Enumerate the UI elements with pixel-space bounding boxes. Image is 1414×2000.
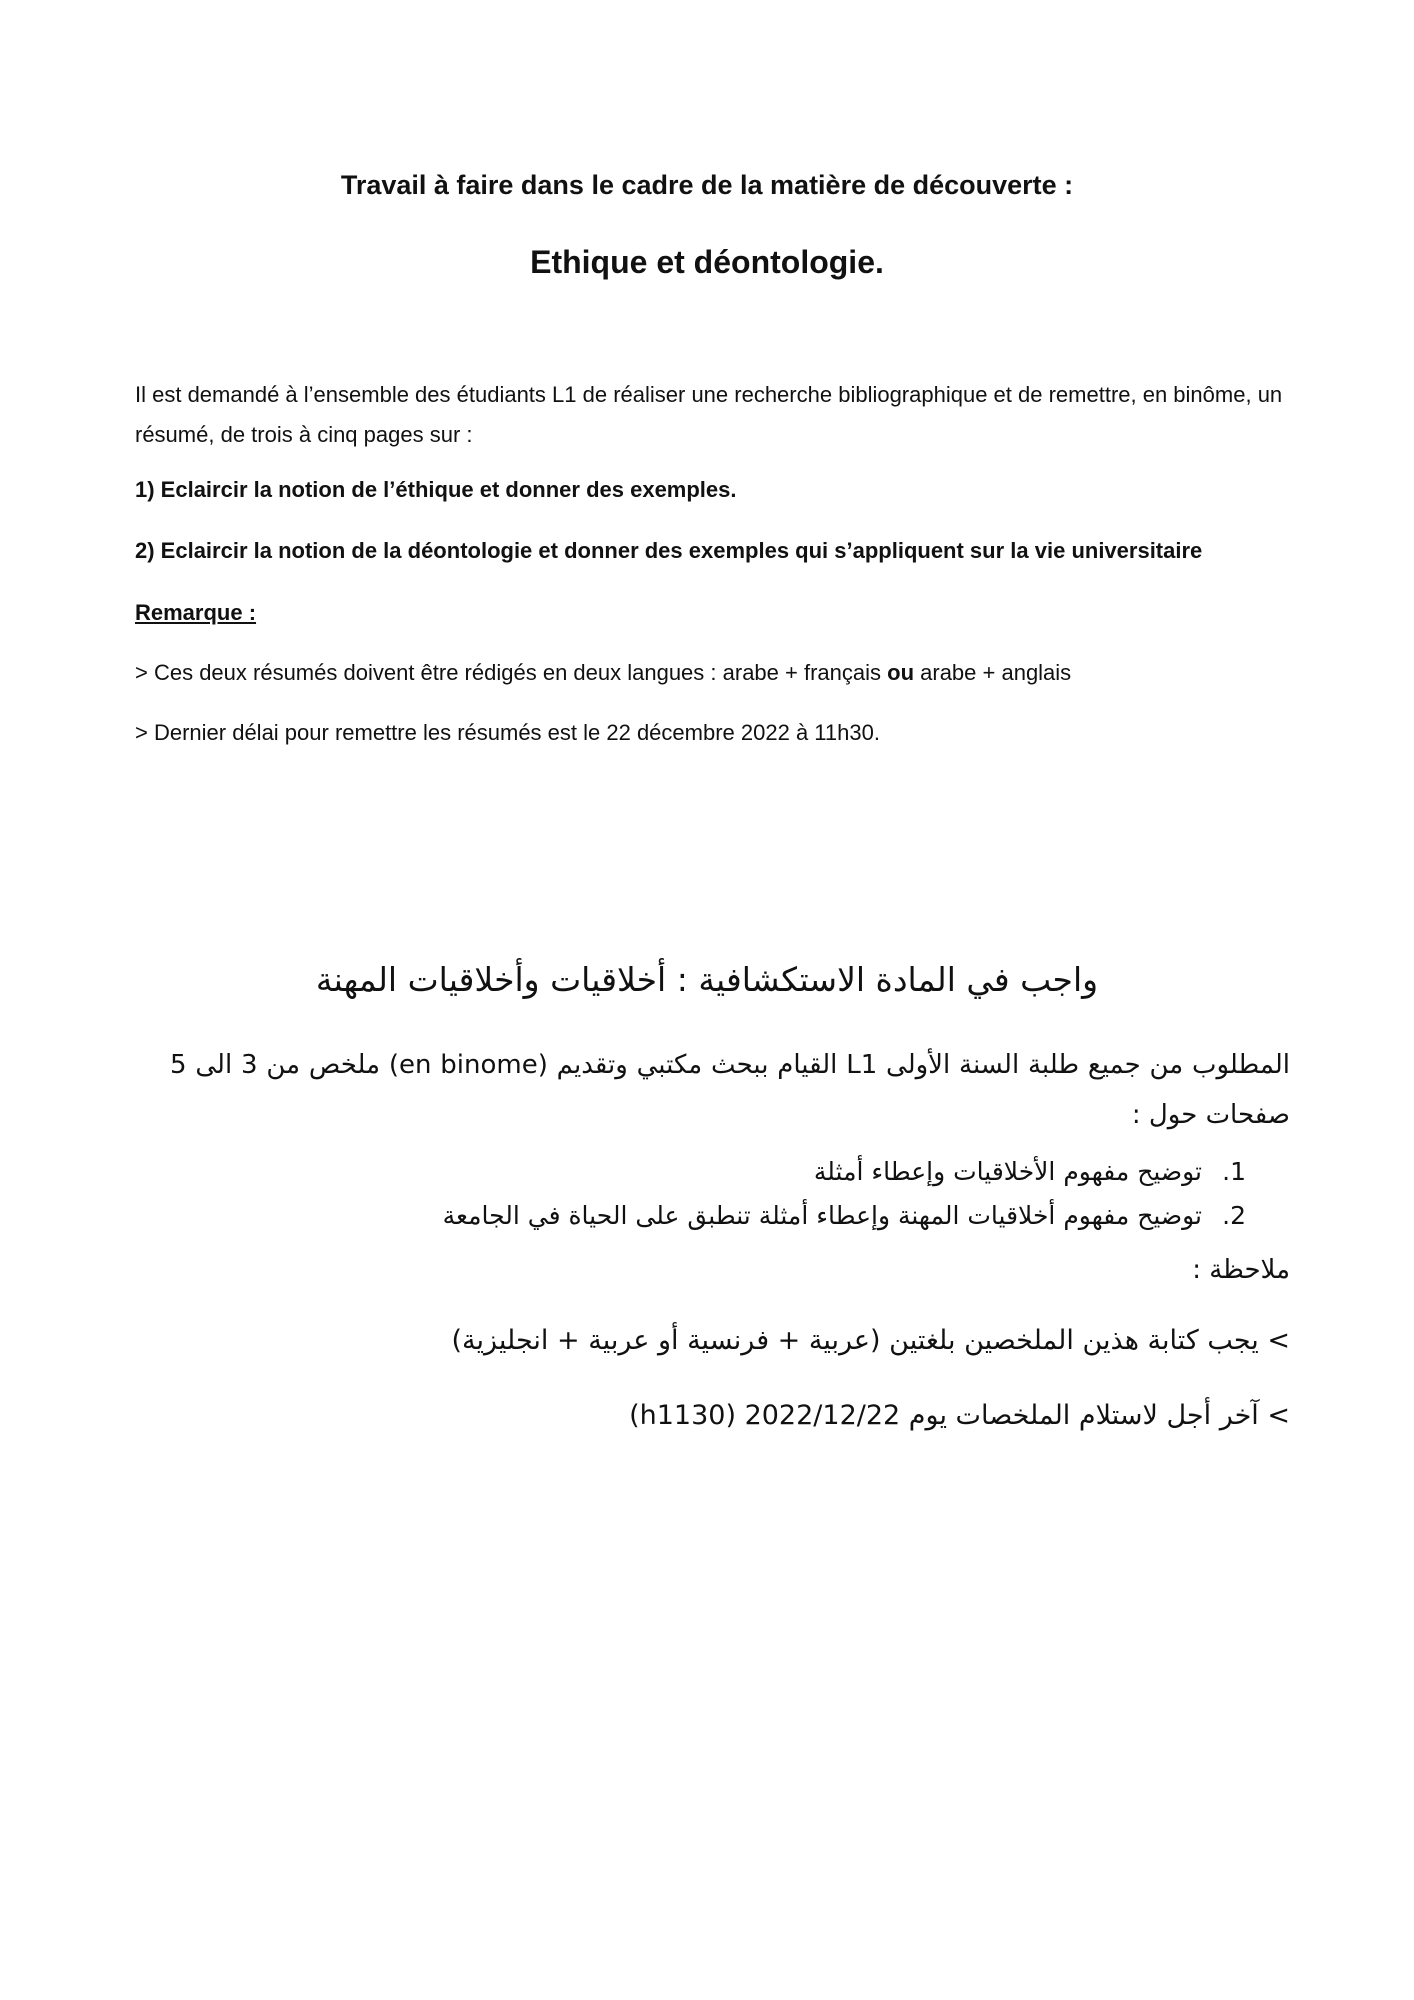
french-note-1 xyxy=(135,653,1285,693)
arabic-note-2: > آخر أجل لاستلام الملخصات يوم 2022/12/22 (h1130) xyxy=(629,1400,1290,1431)
french-remark-label: Remarque : xyxy=(135,600,257,625)
french-title-line2: Ethique et déontologie. xyxy=(530,244,884,280)
arabic-note-1: > يجب كتابة هذين الملخصين بلغتين (عربية + فرنسية أو عربية + انجليزية) xyxy=(451,1325,1290,1356)
arabic-remark-label: ملاحظة : xyxy=(1192,1255,1290,1285)
note1-bold: ou xyxy=(887,660,915,685)
list-text: توضيح مفهوم أخلاقيات المهنة وإعطاء أمثلة تنطبق على الحياة في الجامعة xyxy=(442,1201,1202,1230)
note1-suffix: arabe + anglais xyxy=(914,660,1072,685)
list-text: توضيح مفهوم الأخلاقيات وإعطاء أمثلة xyxy=(813,1157,1202,1186)
french-item-2: 2) Eclaircir la notion de la déontologie et donner des exemples qui s’appliquent sur la vie universitaire xyxy=(135,538,1203,563)
arabic-list-item-1 xyxy=(246,1150,1246,1194)
note1-prefix: > Ces deux résumés doivent être rédigés en deux langues : arabe + français xyxy=(135,660,888,685)
list-number: 2. xyxy=(1222,1201,1246,1230)
arabic-list xyxy=(246,1150,1246,1238)
arabic-title: واجب في المادة الاستكشافية : أخلاقيات وأخلاقيات المهنة xyxy=(315,960,1099,999)
french-intro-paragraph: Il est demandé à l’ensemble des étudiants L1 de réaliser une recherche bibliographique et de remettre, en binôme, un résumé, de trois à cinq pages sur : xyxy=(135,382,1283,447)
arabic-list-item-2 xyxy=(246,1194,1246,1238)
french-item-1: 1) Eclaircir la notion de l’éthique et donner des exemples. xyxy=(135,477,737,502)
arabic-intro-paragraph: المطلوب من جميع طلبة السنة الأولى L1 القيام ببحث مكتبي وتقديم (en binome) ملخص من 3 الى 5 صفحات حول : xyxy=(170,1050,1290,1130)
french-title-line1: Travail à faire dans le cadre de la matière de découverte : xyxy=(340,170,1074,200)
list-number: 1. xyxy=(1222,1157,1246,1186)
french-note-2: > Dernier délai pour remettre les résumés est le 22 décembre 2022 à 11h30. xyxy=(135,720,880,745)
